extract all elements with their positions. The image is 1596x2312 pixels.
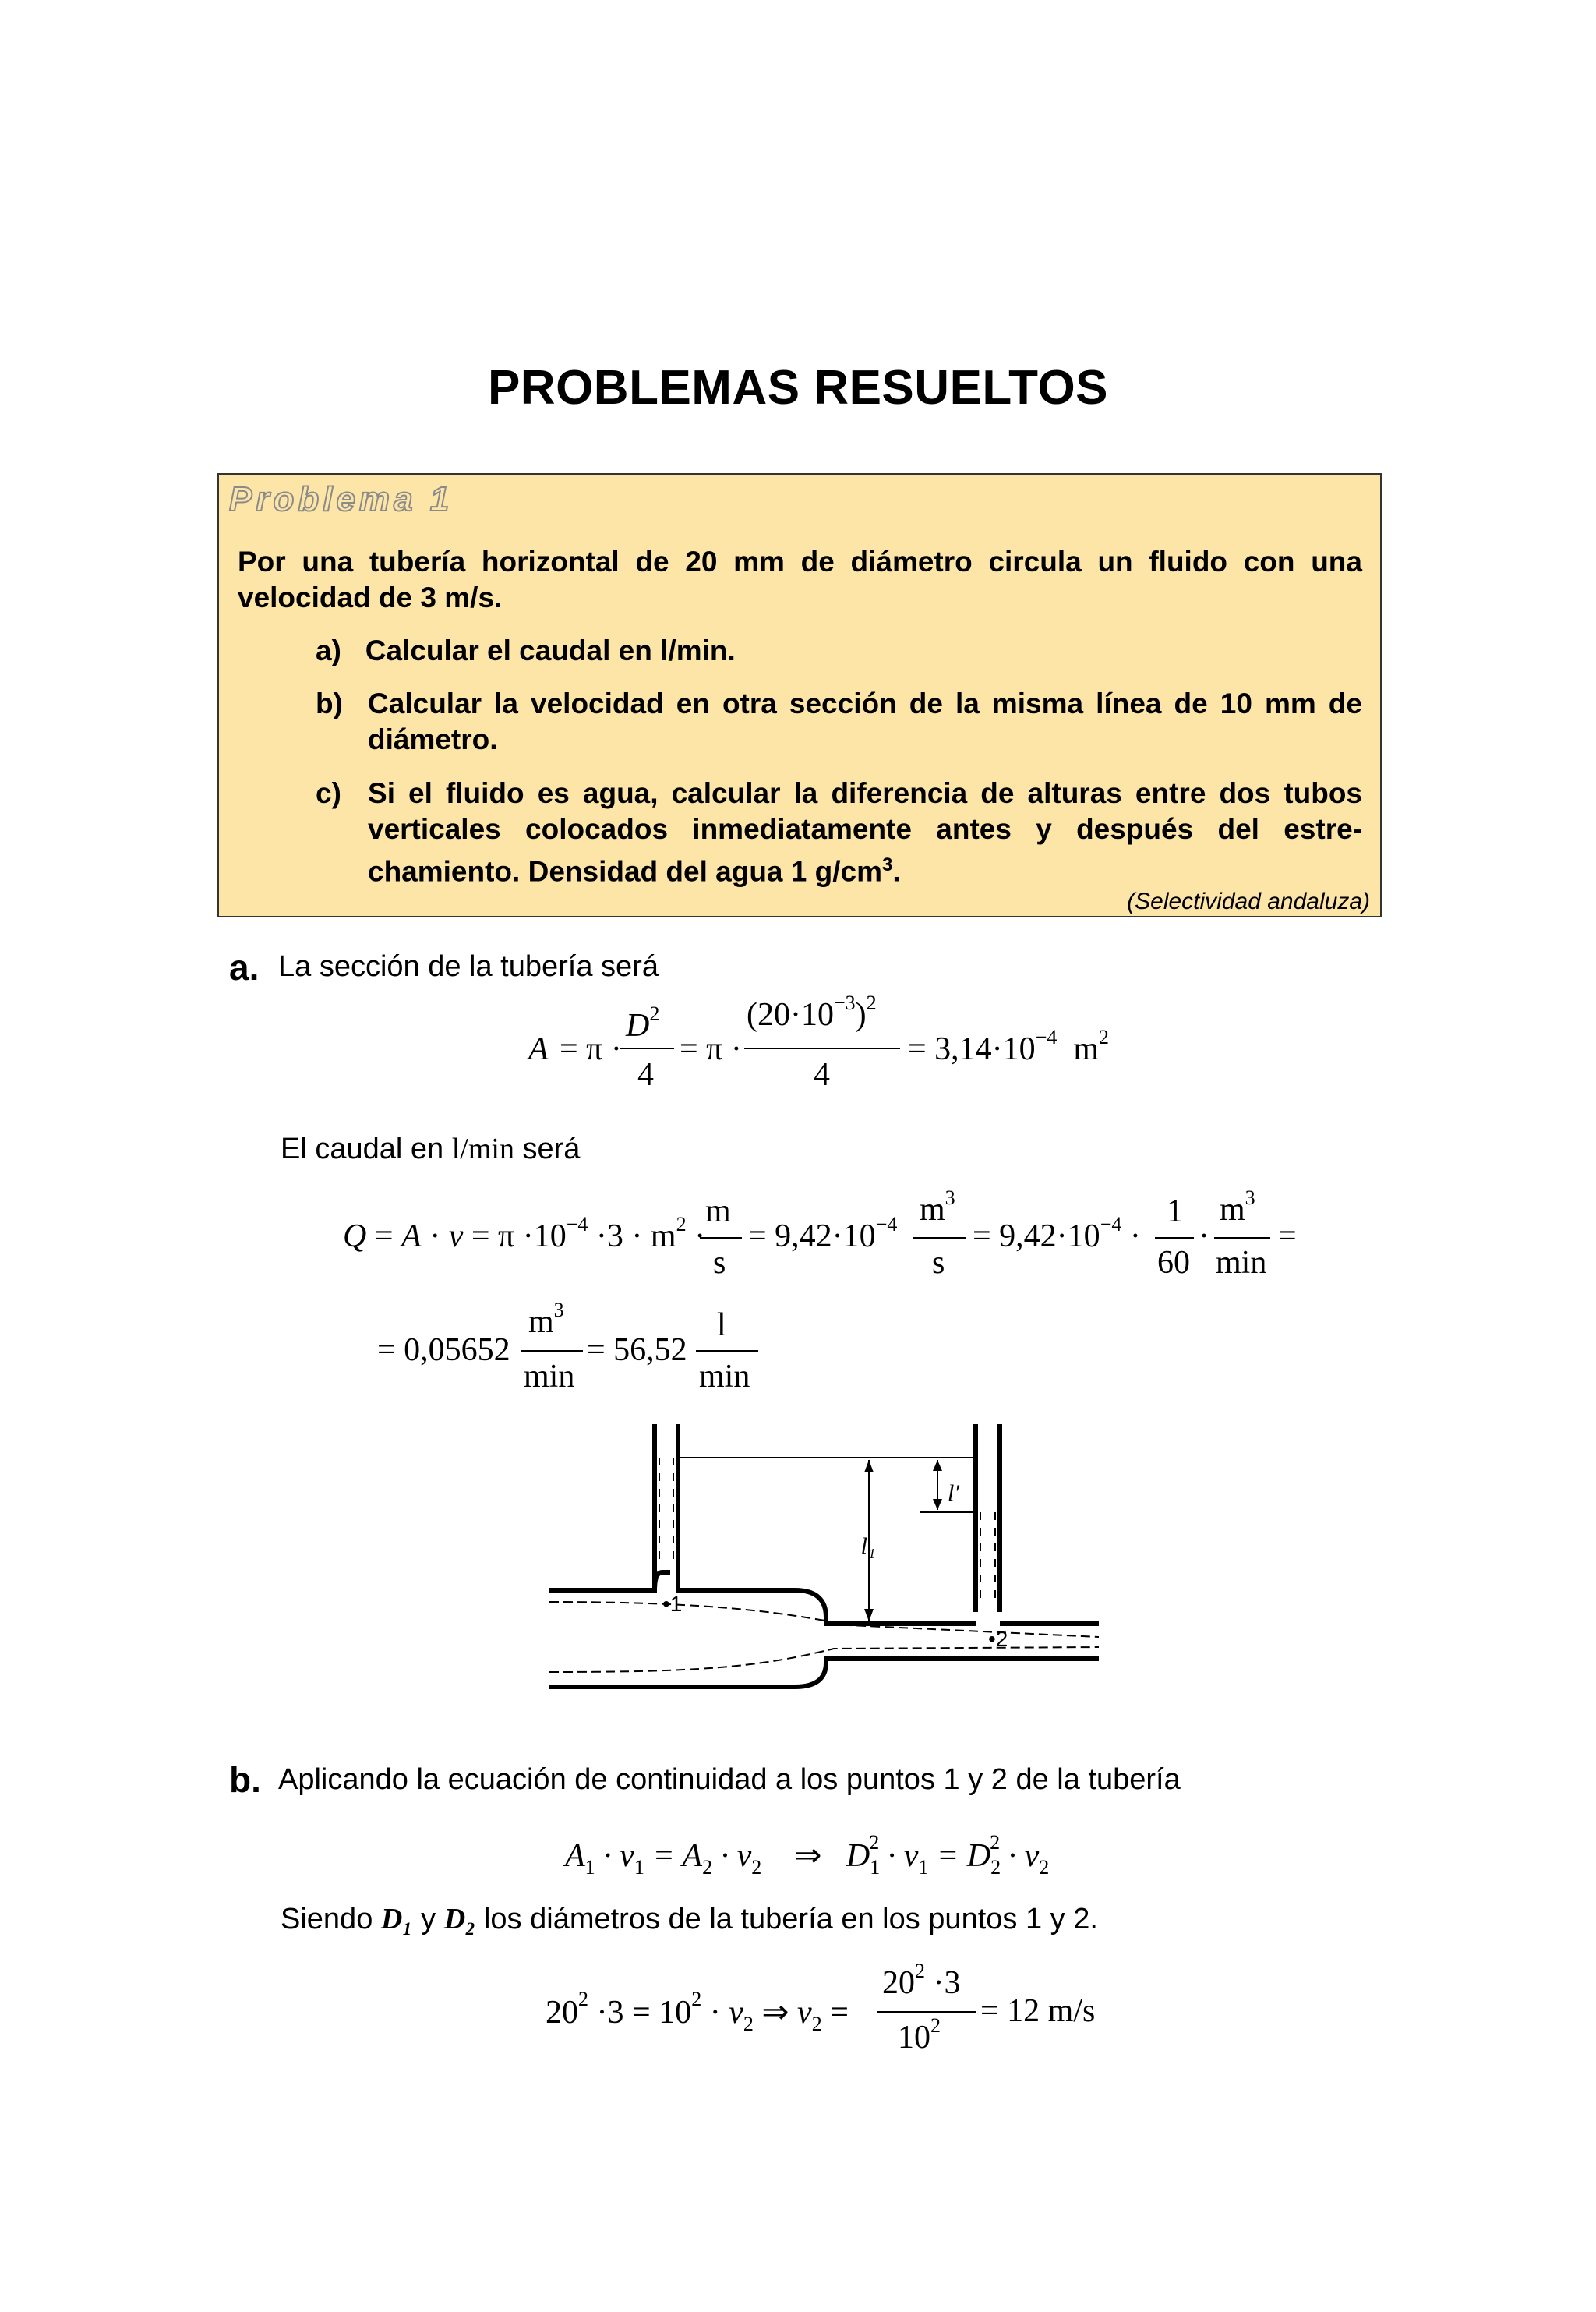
section-a-intro: La sección de la tubería será: [278, 950, 659, 983]
caudal-intro: El caudal en l/min será: [281, 1133, 581, 1165]
problem-item-b-line2: diámetro.: [368, 723, 498, 755]
problem-item-c: c) Si el fluido es agua, calcular la diferencia de alturas entre dos tubos: [316, 777, 1362, 809]
problem-item-b: b) Calcular la velocidad en otra sección de la misma línea de 10 mm de: [316, 688, 1362, 719]
venturi-pipe-figure: [538, 1415, 1114, 1727]
section-b-note: Siendo D₁ y D₂ los diámetros de la tubería en los puntos 1 y 2.: [281, 1903, 1098, 1936]
page-title: PROBLEMAS RESUELTOS: [487, 361, 1109, 415]
problem-source: (Selectividad andaluza): [1127, 889, 1370, 914]
label-lprime: l′: [948, 1480, 959, 1506]
point-2-label: •2: [988, 1627, 1008, 1651]
continuity-equation: $A_1 \cdot v_1 = A_2 \cdot v_2$ ⇒ $D_1^2 \cdot v_1 = D_2^2 \cdot v_2$: [565, 1831, 1050, 1879]
problem-label: Problema 1: [229, 480, 454, 518]
section-a-label: a.: [229, 947, 260, 988]
label-l1: l₁: [860, 1533, 876, 1559]
problem-item-a: a) Calcular el caudal en l/min.: [316, 635, 736, 666]
point-1-label: •1: [662, 1592, 683, 1616]
problem-item-c-line3: chamiento. Densidad del agua 1 $g/cm^3$.: [368, 854, 901, 888]
problem-statement-line2: velocidad de 3 m/s.: [238, 582, 503, 613]
problem-item-c-line2: verticales colocados inmediatamente antes y después del estre-: [368, 813, 1362, 845]
problem-statement: Por una tubería horizontal de 20 mm de diámetro circula un fluido con una: [238, 546, 1362, 578]
section-b-label: b.: [229, 1759, 261, 1800]
section-b-intro: Aplicando la ecuación de continuidad a los puntos 1 y 2 de la tubería: [278, 1763, 1181, 1796]
